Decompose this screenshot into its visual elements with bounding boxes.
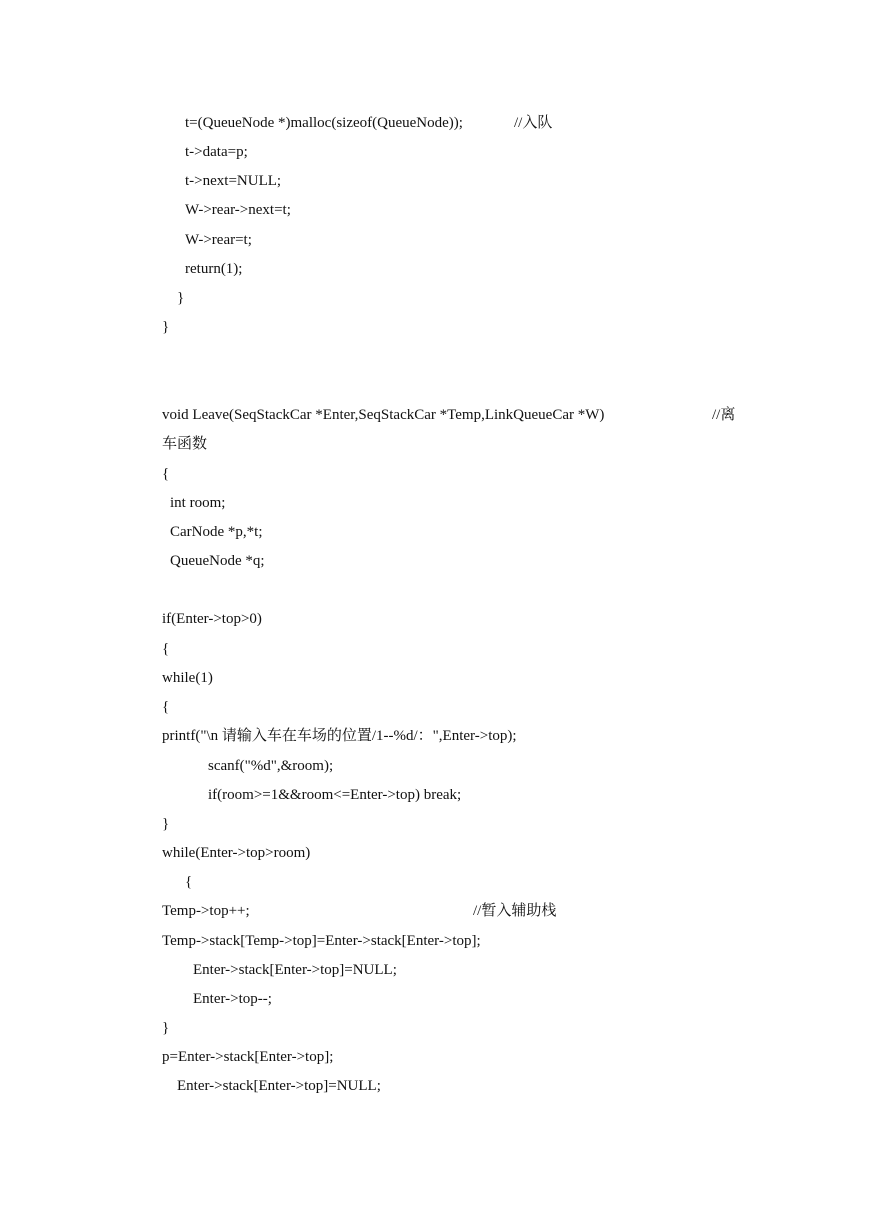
code-line: void Leave(SeqStackCar *Enter,SeqStackCar *Temp,LinkQueueCar *W) — [162, 407, 605, 423]
code-line: QueueNode *q; — [170, 553, 265, 569]
code-line: } — [177, 290, 185, 306]
code-line: W->rear->next=t; — [185, 202, 291, 218]
code-comment: //离 — [712, 407, 736, 423]
code-line: scanf("%d",&room); — [208, 758, 334, 774]
code-line: } — [162, 816, 170, 832]
code-line: t=(QueueNode *)malloc(sizeof(QueueNode)); — [185, 115, 463, 131]
code-line: t->data=p; — [185, 144, 248, 160]
code-comment: //暂入辅助栈 — [473, 903, 557, 919]
code-line: printf("\n 请输入车在车场的位置/1--%d/：",Enter->top); — [162, 728, 517, 744]
code-line: if(room>=1&&room<=Enter->top) break; — [208, 787, 462, 803]
code-line: Temp->top++; — [162, 903, 250, 919]
code-line: t->next=NULL; — [185, 173, 282, 189]
code-line: int room; — [170, 495, 226, 511]
code-line: p=Enter->stack[Enter->top]; — [162, 1049, 334, 1065]
code-line: { — [185, 874, 193, 890]
code-line: Temp->stack[Temp->top]=Enter->stack[Enter->top]; — [162, 933, 481, 949]
code-line: return(1); — [185, 261, 243, 277]
code-line: { — [162, 641, 170, 657]
code-line: if(Enter->top>0) — [162, 611, 262, 627]
code-line: } — [162, 319, 170, 335]
code-line: 车函数 — [162, 436, 208, 452]
code-line: W->rear=t; — [185, 232, 252, 248]
code-line: Enter->top--; — [193, 991, 272, 1007]
code-line: while(Enter->top>room) — [162, 845, 311, 861]
code-line: while(1) — [162, 670, 213, 686]
code-line: Enter->stack[Enter->top]=NULL; — [193, 962, 397, 978]
code-line: Enter->stack[Enter->top]=NULL; — [177, 1078, 381, 1094]
code-line: } — [162, 1020, 170, 1036]
code-comment: //入队 — [514, 115, 553, 131]
code-line: { — [162, 466, 170, 482]
code-line: { — [162, 699, 170, 715]
code-line: CarNode *p,*t; — [170, 524, 263, 540]
